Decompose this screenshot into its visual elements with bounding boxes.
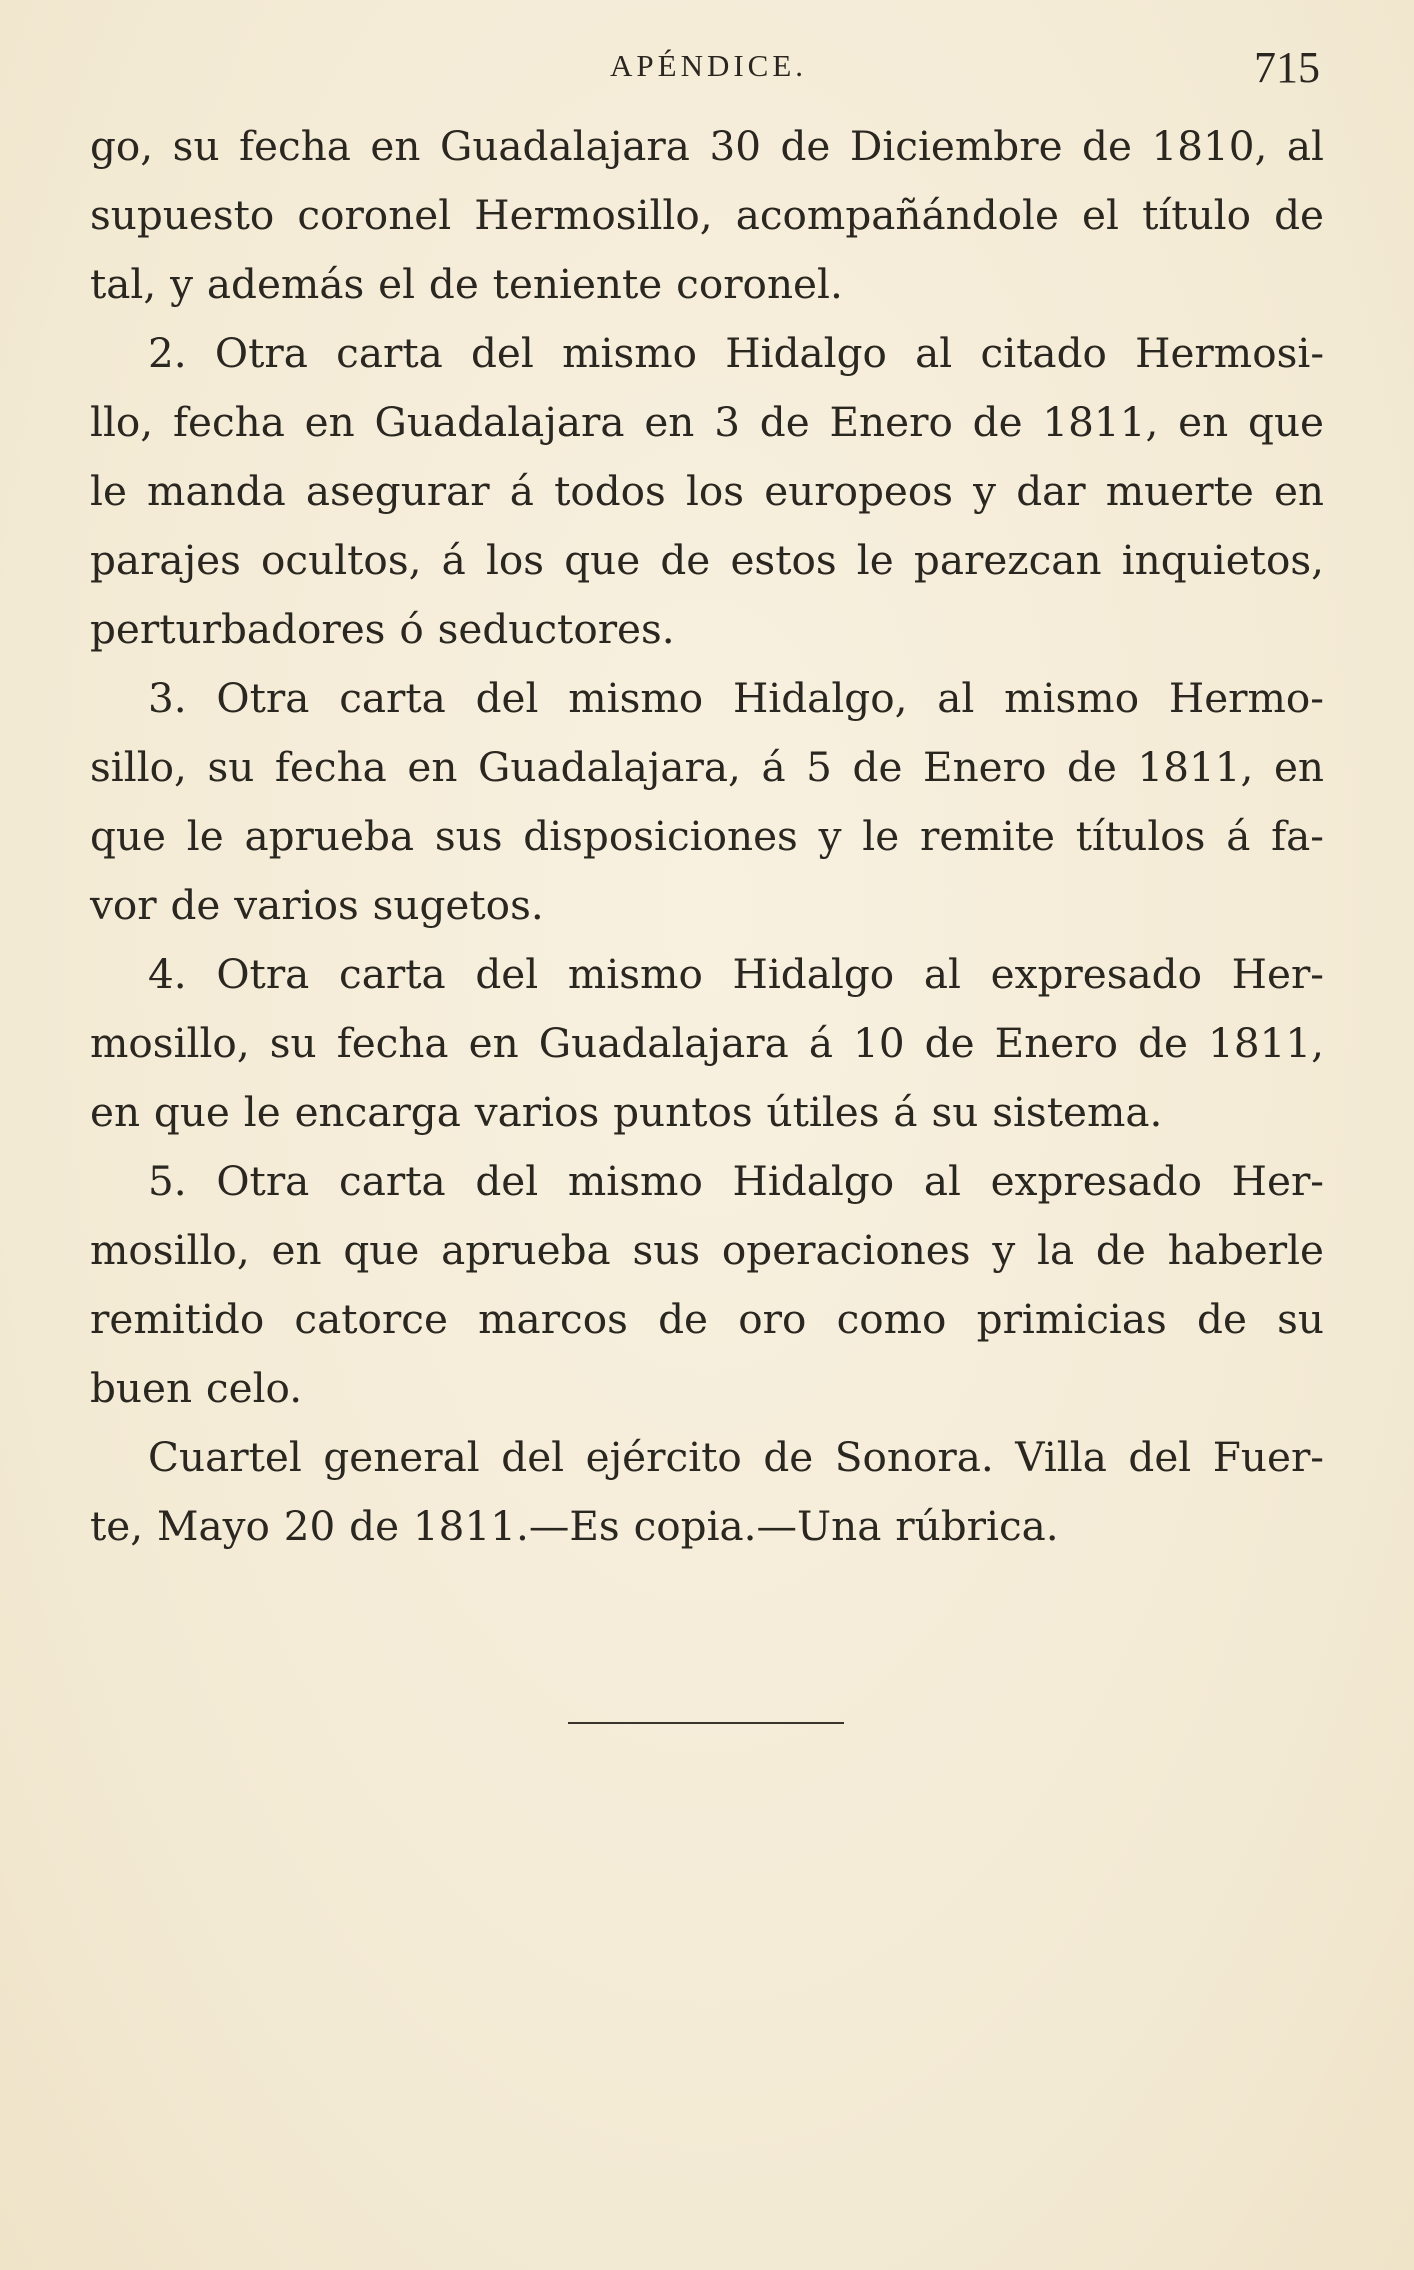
text-line: vor de varios sugetos. [90,881,544,929]
text-line: supuesto coronel Hermosillo, acompañándole el título de [90,191,1324,239]
paragraph-2 [90,319,1324,664]
text-line: 2. Otra carta del mismo Hidalgo al citado Hermosi- [148,329,1324,377]
text-line: Cuartel general del ejército de Sonora. Villa del Fuer- [148,1433,1324,1481]
paragraph-1 [90,112,1324,319]
text-line: 3. Otra carta del mismo Hidalgo, al mismo Hermo- [148,674,1324,722]
page-header [90,42,1320,102]
text-line: mosillo, en que aprueba sus operaciones y la de haberle [90,1226,1324,1274]
text-line: parajes ocultos, á los que de estos le parezcan inquietos, [90,536,1324,584]
text-line: que le aprueba sus disposiciones y le remite títulos á fa- [90,812,1324,860]
paragraph-4 [90,940,1324,1147]
paragraph-6 [90,1423,1324,1561]
text-line: en que le encarga varios puntos útiles á su sistema. [90,1088,1163,1136]
text-line: le manda asegurar á todos los europeos y dar muerte en [90,467,1324,515]
paragraph-5 [90,1147,1324,1423]
text-line: te, Mayo 20 de 1811.—Es copia.—Una rúbrica. [90,1502,1059,1550]
body-text [90,112,1324,1561]
text-line: perturbadores ó seductores. [90,605,675,653]
running-head: APÉNDICE. [610,48,808,83]
paragraph-3 [90,664,1324,940]
section-divider-rule [568,1722,844,1724]
text-line: 4. Otra carta del mismo Hidalgo al expresado Her- [148,950,1324,998]
page-number: 715 [1254,43,1320,92]
text-line: buen celo. [90,1364,303,1412]
text-line: tal, y además el de teniente coronel. [90,260,843,308]
text-line: go, su fecha en Guadalajara 30 de Diciembre de 1810, al [90,122,1324,170]
text-line: sillo, su fecha en Guadalajara, á 5 de Enero de 1811, en [90,743,1324,791]
text-line: 5. Otra carta del mismo Hidalgo al expresado Her- [148,1157,1324,1205]
text-line: remitido catorce marcos de oro como primicias de su [90,1295,1324,1343]
text-line: llo, fecha en Guadalajara en 3 de Enero de 1811, en que [90,398,1324,446]
text-line: mosillo, su fecha en Guadalajara á 10 de Enero de 1811, [90,1019,1324,1067]
